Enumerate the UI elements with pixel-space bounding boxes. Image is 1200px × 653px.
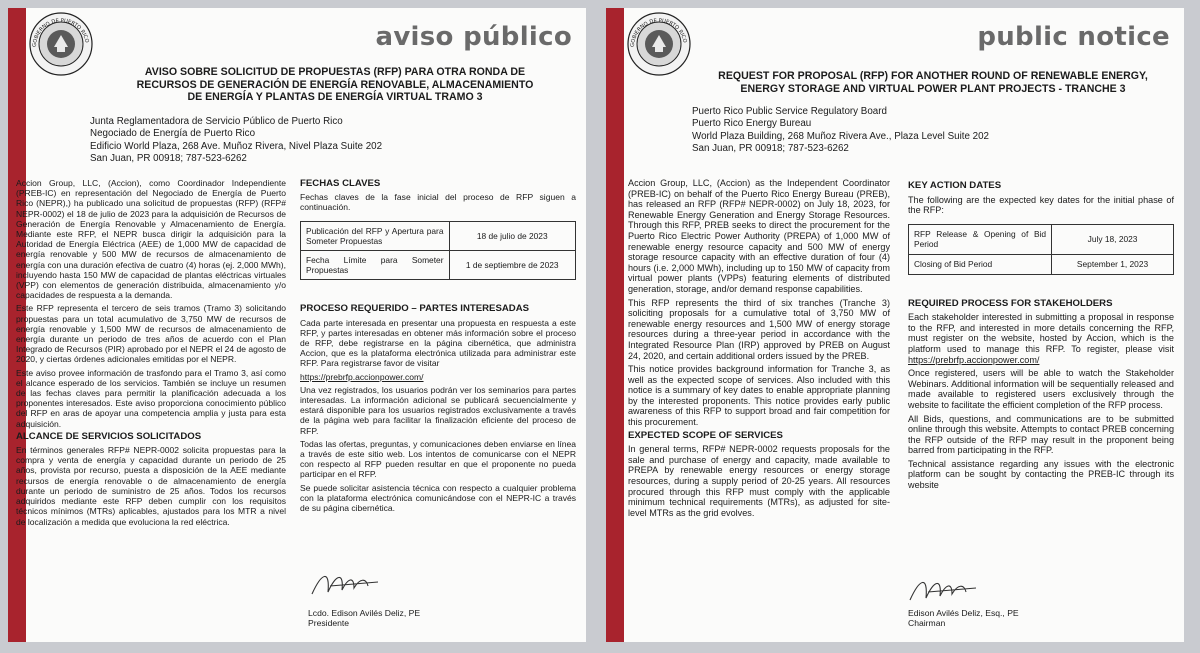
spanish-notice-page	[8, 8, 586, 642]
date-value: July 18, 2023	[1052, 224, 1174, 254]
signature-icon	[906, 574, 996, 604]
address-line: San Juan, PR 00918; 787-523-6262	[90, 153, 247, 165]
address-line: Edificio World Plaza, 268 Ave. Muñoz Rivera, Nivel Plaza Suite 202	[90, 140, 383, 152]
body-paragraph: The following are the expected key dates for the initial phase of the RFP:	[908, 194, 1174, 216]
section-heading-process: PROCESO REQUERIDO – PARTES INTERESADAS	[300, 303, 530, 315]
date-value: 18 de julio de 2023	[449, 221, 576, 250]
body-paragraph: Accion Group, LLC, (Accion), como Coordinador Independiente (PREB-IC) en representación del Negociado de Energía de Puerto Rico (NEPR),) ha publicado una solicitud de propuestas (RFP) (RFP# NEPR-0002) el 18 de julio de 2023 para la adquisición de Recursos de Generación de Energía Renovable y Almacenamiento de Energía. Mediante este RFP, el NEPR busca dirigir la adquisición para la Autoridad de Energía Eléctrica (AEE) de 1,000 MW de capacidad de energía renovable y 500 MW de recursos de almacenamiento de energía con una duración efectiva de cuatro (4) horas (ej. 2,000 MWh), incluyendo hasta 150 MW de capacidad de plantas eléctricas virtuales (VPP) con elementos de generación distribuida, almacenamiento y/o capacidades de respuesta a la demanda.	[16, 178, 286, 301]
table-row	[909, 254, 1174, 274]
table-row	[301, 221, 576, 250]
date-label: Publicación del RFP y Apertura para Someter Propuestas	[301, 221, 450, 250]
section-heading-dates: KEY ACTION DATES	[908, 180, 1002, 191]
body-paragraph: Accion Group, LLC, (Accion) as the Independent Coordinator (PREB-IC) on behalf of the Puerto Rico Energy Bureau (PREB), has released an RFP (RFP# NEPR-0002) on July 18, 2023, for Renewable Energy Generation and Energy Storage Resources. Through this RFP, PREB seeks to direct the procurement for the Puerto Rico Electric Power Authority (PREPA) of 1,000 MW of renewable energy resource capacity and 500 MW of energy storage resource capacity with an effective duration of four (4) hours (i.e. 2,000 MWh), including up to 150 MW of capacity from virtual power plants (VPPs) featuring elements of distributed generation, storage, and/or demand response capabilities.	[628, 178, 890, 294]
title-line: REQUEST FOR PROPOSAL (RFP) FOR ANOTHER ROUND OF RENEWABLE ENERGY,	[718, 70, 1148, 82]
body-paragraph: Cada parte interesada en presentar una propuesta en respuesta a este RFP, y partes interesadas en obtener más información sobre el proceso de RFP, debe registrarse en la página cibernética, que administra Accion, que es la plataforma electrónica utilizada para administrar este RFP. Para registrarse favor de visitar	[300, 317, 576, 369]
signer-name: Edison Avilés Deliz, Esq., PE	[908, 608, 1019, 618]
signer-block	[908, 608, 1019, 629]
date-label: Fecha Límite para Someter Propuestas	[301, 251, 450, 280]
title-line: RECURSOS DE GENERACIÓN DE ENERGÍA RENOVABLE, ALMACENAMIENTO	[136, 78, 534, 91]
body-paragraph: Todas las ofertas, preguntas, y comunicaciones deben enviarse en línea a través de este sitio web. Los intentos de comunicarse con el NEPR con respecto al RFP pueden resultar en que el proponente no pueda participar en el RFP.	[300, 438, 576, 480]
date-value: September 1, 2023	[1052, 254, 1174, 274]
date-label: RFP Release & Opening of Bid Period	[909, 224, 1052, 254]
registration-link[interactable]: https://prebrfp.accionpower.com/	[908, 354, 1040, 365]
address-line: Junta Reglamentadora de Servicio Público de Puerto Rico	[90, 116, 343, 127]
signature-icon	[308, 568, 398, 598]
agency-address	[90, 116, 382, 166]
right-column	[300, 176, 576, 516]
key-dates-table	[300, 221, 576, 281]
seal-lettering: GOBIERNO DE PUERTO RICO	[31, 17, 90, 48]
left-column	[628, 178, 890, 521]
signer-block	[308, 608, 420, 629]
notice-title	[98, 66, 572, 104]
registration-link[interactable]: https://prebrfp.accionpower.com/	[300, 371, 424, 382]
red-side-rail	[606, 8, 624, 642]
section-heading-scope: EXPECTED SCOPE OF SERVICES	[628, 429, 783, 441]
key-dates-table	[908, 224, 1174, 275]
body-paragraph: Este aviso provee información de trasfondo para el Tramo 3, así como el alcance esperado de los servicios. También se incluye un resumen de las fechas claves para permitir la planificación adecuada a los proponentes interesados. Este aviso proporciona conocimiento público del RFP en aras de apoyar una competencia amplia y justa para esta adquisición.	[16, 367, 286, 429]
address-line: Negociado de Energía de Puerto Rico	[90, 128, 256, 140]
banner-title: public notice	[977, 22, 1170, 52]
signer-name: Lcdo. Edison Avilés Deliz, PE	[308, 608, 421, 618]
puerto-rico-seal-icon	[28, 11, 94, 77]
title-line: ENERGY STORAGE AND VIRTUAL POWER PLANT PROJECTS - TRANCHE 3	[740, 82, 1126, 95]
title-line: AVISO SOBRE SOLICITUD DE PROPUESTAS (RFP) PARA OTRA RONDA DE	[144, 66, 526, 78]
body-paragraph: Fechas claves de la fase inicial del proceso de RFP siguen a continuación.	[300, 192, 576, 213]
body-paragraph: This notice provides background information for Tranche 3, as well as the expected scope of services. Also included with this notice is a summary of key dates to enable appropriate planning by the interested proponents. This notice provides early public awareness of this RFP to support broad and fair competition for this procurement.	[628, 364, 890, 428]
table-row	[909, 224, 1174, 254]
notice-title	[696, 70, 1170, 95]
right-column	[908, 178, 1174, 494]
title-line: DE ENERGÍA Y PLANTAS DE ENERGÍA VIRTUAL TRAMO 3	[187, 91, 483, 104]
body-paragraph: Una vez registrados, los usuarios podrán ver los seminarios para partes interesadas. La información adicional se publicará secuencialmente y estará disponible para los usuarios registrados exclusivamente a través de la página web para facilitar la finalización eficiente del proceso de RFP.	[300, 384, 576, 436]
seal-lettering: GOBIERNO DE PUERTO RICO	[629, 17, 688, 48]
english-notice-page	[606, 8, 1184, 642]
body-paragraph: This RFP represents the third of six tranches (Tranche 3) soliciting proposals for a cumulative total of 3,750 MW of renewable energy resources and 1,500 MW of energy storage resources during a three-year period in accordance with the Integrated Resource Plan (IRP) approved by PREB on August 24, 2020, and certain additional orders issued by the PREB.	[628, 297, 890, 361]
date-value: 1 de septiembre de 2023	[449, 251, 576, 280]
body-paragraph: In general terms, RFP# NEPR-0002 requests proposals for the sale and purchase of energy and capacity, made available to PREPA by renewable energy resources or energy storage resources, during a supply period of 20-25 years. All resources procured through this RFP must comply with the applicable minimum technical requirements (MTRs), as adjusted for site-level MTRs as the grid evolves.	[628, 444, 890, 518]
section-heading-scope: ALCANCE DE SERVICIOS SOLICITADOS	[16, 430, 202, 442]
body-paragraph: Each stakeholder interested in submitting a proposal in response to the RFP, and interested in more details concerning the RFP, must register on the website, hosted by Accion, which is the platform used to manage this RFP. To register, please visit	[908, 312, 1174, 354]
address-line: San Juan, PR 00918; 787-523-6262	[692, 143, 849, 155]
body-paragraph: Este RFP representa el tercero de seis tramos (Tramo 3) solicitando propuestas para un total acumulativo de 3,750 MW de recursos de energía renovable y 1,500 MW de recursos de almacenamiento de energía durante un periodo de tres años de acuerdo con el Plan Integrado de Recursos (PIR) aprobado por el NEPR el 24 de agosto de 2020, y ciertas órdenes adicionales emitidas por el NEPR.	[16, 303, 286, 365]
body-paragraph: Once registered, users will be able to watch the Stakeholder Webinars. Additional information will be sequentially released and made available to registered users exclusively through the website to facilitate the efficient completion of the RFP process.	[908, 368, 1174, 410]
section-heading-dates: FECHAS CLAVES	[300, 178, 381, 189]
signer-title: Chairman	[908, 618, 946, 629]
body-paragraph: Se puede solicitar asistencia técnica con respecto a cualquier problema con la plataforma electrónica comunicándose con el NEPR-IC a través de su página cibernética.	[300, 482, 576, 514]
address-line: Puerto Rico Public Service Regulatory Board	[692, 106, 887, 117]
body-paragraph: All Bids, questions, and communications are to be submitted online through this website. Attempts to contact PREB concerning the RFP outside of the RFP may result in the proponent being barred from participating in the RFP.	[908, 413, 1174, 456]
table-row	[301, 251, 576, 280]
date-label: Closing of Bid Period	[909, 254, 1052, 274]
banner-title: aviso público	[375, 22, 572, 52]
body-paragraph: En términos generales RFP# NEPR-0002 solicita propuestas para la compra y venta de energía y capacidad durante un periodo de 25 años, provista por recurso, puesta a disposición de la AEE mediante recursos de energía renovable o de almacenamiento de energía durante un periodo de suministro de 25 años. Todos los recursos adquiridos mediante este RFP deben cumplir con los requisitos técnicos mínimos (MTRs) aplicables, ajustados para los MTR a nivel de localización a medida que evoluciona la red eléctrica.	[16, 445, 286, 527]
puerto-rico-seal-icon	[626, 11, 692, 77]
address-line: Puerto Rico Energy Bureau	[692, 118, 812, 130]
section-heading-process: REQUIRED PROCESS FOR STAKEHOLDERS	[908, 297, 1113, 309]
left-column	[16, 178, 286, 530]
address-line: World Plaza Building, 268 Muñoz Rivera Ave., Plaza Level Suite 202	[692, 130, 989, 142]
signer-title: Presidente	[308, 618, 350, 629]
body-paragraph: Technical assistance regarding any issues with the electronic platform can be sought by contacting the PREB-IC through its website	[908, 458, 1174, 491]
agency-address	[692, 106, 989, 156]
